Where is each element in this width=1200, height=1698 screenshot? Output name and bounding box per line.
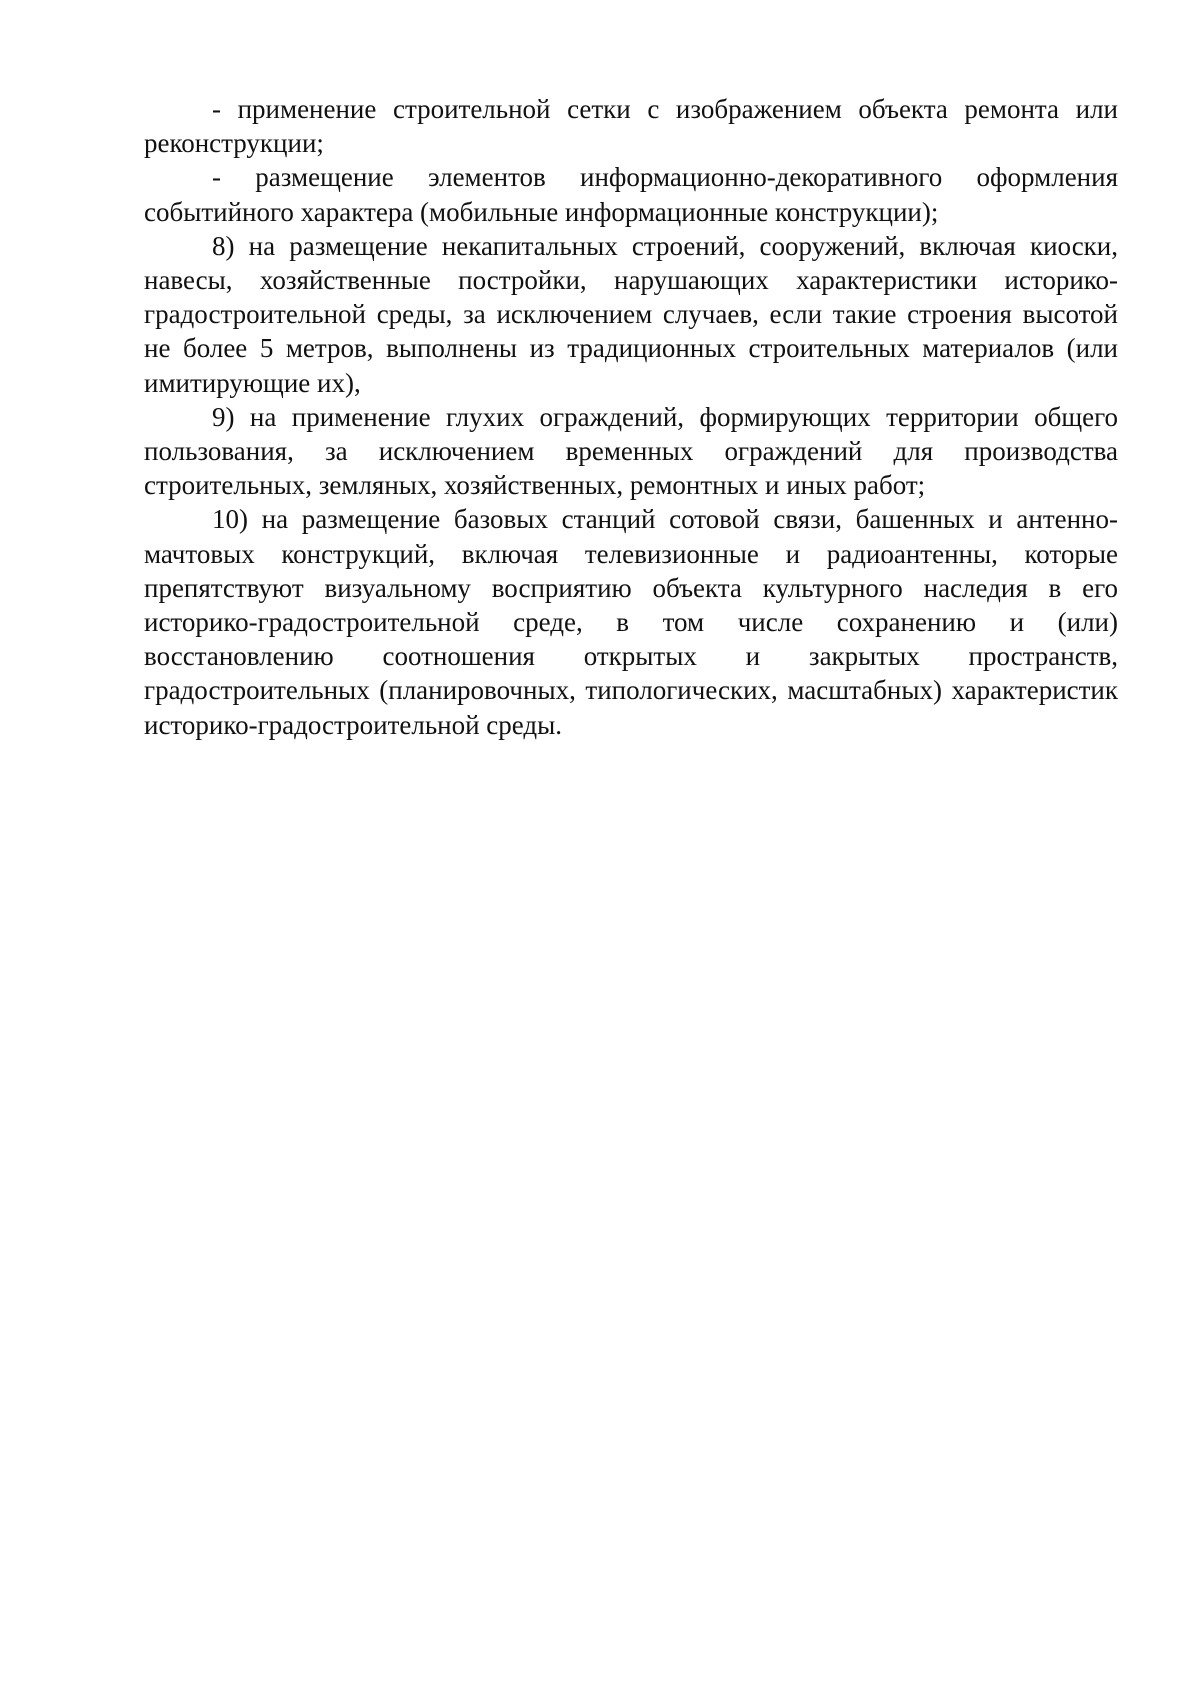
document-body (144, 92, 1118, 742)
paragraph-item-9: 9) на применение глухих ограждений, формирующих территории общего пользования, за исключением временных ограждений для производства строительных, земляных, хозяйственных, ремонтных и иных работ; (144, 401, 1118, 501)
paragraph-item-8: 8) на размещение некапитальных строений, сооружений, включая киоски, навесы, хозяйственные постройки, нарушающих характеристики историко-градостроительной среды, за исключением случаев, если такие строения высотой не более 5 метров, выполнены из традиционных строительных материалов (или имитирующие их), (144, 230, 1118, 398)
paragraph-item-10: 10) на размещение базовых станций сотовой связи, башенных и антенно-мачтовых конструкций, включая телевизионные и радиоантенны, которые препятствуют визуальному восприятию объекта культурного наследия в его историко-градостроительной среде, в том числе сохранению и (или) восстановлению соотношения открытых и закрытых пространств, градостроительных (планировочных, типологических, масштабных) характеристик историко-градостроительной среды. (144, 504, 1118, 740)
paragraph-construction-mesh: - применение строительной сетки с изображением объекта ремонта или реконструкции; (144, 94, 1118, 159)
paragraph-decorative-elements: - размещение элементов информационно-декоративного оформления событийного характера (мобильные информационные конструкции); (144, 162, 1118, 227)
